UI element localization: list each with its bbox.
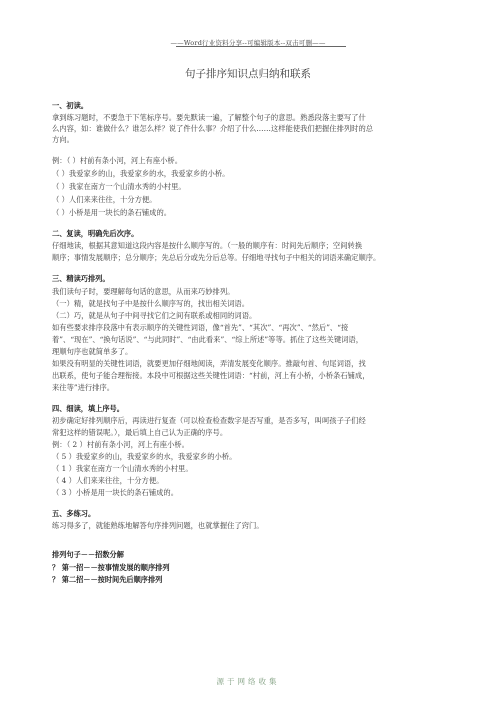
section-heading: ？ 第二招－－按时间先后顺序排列 (52, 575, 163, 584)
section-heading: 三、精读巧排列。 (52, 274, 110, 283)
body-line: 练习得多了，就能熟练地解答句序排列问题，也就掌握住了窍门。 (52, 521, 264, 530)
body-line: 例：（ 2 ）村前有条小河，河上有座小桥。 (52, 440, 189, 449)
body-line: 出联系，使句子能合理衔接。本段中可根据这些关键性词语：“村前，河上有小桥，小桥条石铺成， (52, 371, 370, 380)
section-heading: 一、初读。 (52, 101, 88, 110)
body-line: 仔细地读，根据其意知道这段内容是按什么顺序写的。（一般的顺序有：时间先后顺序；空间转换 (52, 241, 363, 250)
body-line: 来往等”进行排序。 (52, 383, 115, 392)
section-heading: 五、多练习。 (52, 509, 96, 518)
page-footer: 源于网络收集 (216, 677, 280, 686)
document-title: 句子排序知识点归纳和联系 (185, 68, 311, 80)
body-line: 我们读句子时，要理解每句话的意思，从而来巧妙排列。 (52, 287, 235, 296)
body-line: （ ）人们来来往往，十分方便。 (52, 195, 157, 204)
body-line: （ 5 ）我爱家乡的山，我爱家乡的水，我爱家乡的小桥。 (52, 452, 237, 461)
body-line: 么内容，如：谁做什么？谁怎么样？说了件什么事？介绍了什么……这样能使我们把握住排列时的总 (52, 124, 374, 133)
body-line: （ 4 ）人们来来往往，十分方便。 (52, 476, 164, 485)
body-line: （一）精，就是找句子中是按什么顺序写的，找出相关词语。 (52, 299, 250, 308)
body-line: 如有些要求排序段落中有表示顺序的关键性词语，像“首先”、“其次”、“再次”、“然后”、“接 (52, 323, 349, 332)
section-heading: 四、细读，填上序号。 (52, 404, 124, 413)
section-heading: 排列句子－－招数分解 (52, 550, 124, 559)
body-line: 初步确定好排列顺序后，再读进行复查（可以检查检查数字是否写重，是否多写，叫呵孩子子们经 (52, 416, 366, 425)
page-header: ——Word行业资料分享--可编辑版本--双击可删—— (170, 39, 326, 47)
body-line: （ ）我家在南方一个山清水秀的小村里。 (52, 182, 186, 191)
section-heading: ？ 第一招－－按事情发展的顺序排列 (52, 563, 170, 572)
body-line: （ 3 ）小桥是用一块长的条石铺成的。 (52, 488, 179, 497)
header-divider (176, 46, 346, 47)
body-line: （二）巧，就是从句子中间寻找它们之间有联系或相同的词语。 (52, 311, 257, 320)
body-line: 着”、“现在”、“换句话说”、“与此同时”、“由此看来”、“综上所述”等等。抓住了这些关键词语， (52, 335, 364, 344)
body-line: 例：（ ）村前有条小河，河上有座小桥。 (52, 156, 183, 165)
body-line: （ ）我爱家乡的山，我爱家乡的水，我爱家乡的小桥。 (52, 169, 230, 178)
body-line: 拿到练习题时，不要急于下笔标序号。要先默读一遍，了解整个句子的意思。熟悉段落主要写了什 (52, 113, 366, 122)
body-line: 理顺句序也就简单多了。 (52, 347, 133, 356)
body-line: 如果没有明显的关键性词语，就要更加仔细地阅读，弄清发展变化顺序。推敲句首、句尾词语，找 (52, 359, 366, 368)
body-line: 常犯这样的错误呢。），最后填上自己认为正确的序号。 (52, 428, 228, 437)
body-line: （ ）小桥是用一块长的条石铺成的。 (52, 208, 172, 217)
body-line: 顺序；事情发展顺序；总分顺序；先总后分或先分后总等。仔细地寻找句子中相关的词语来确定顺序。 (52, 253, 381, 262)
body-line: 方向。 (52, 135, 74, 144)
body-line: （ 1 ）我家在南方一个山清水秀的小村里。 (52, 464, 193, 473)
section-heading: 二、复读，明确先后次序。 (52, 229, 139, 238)
